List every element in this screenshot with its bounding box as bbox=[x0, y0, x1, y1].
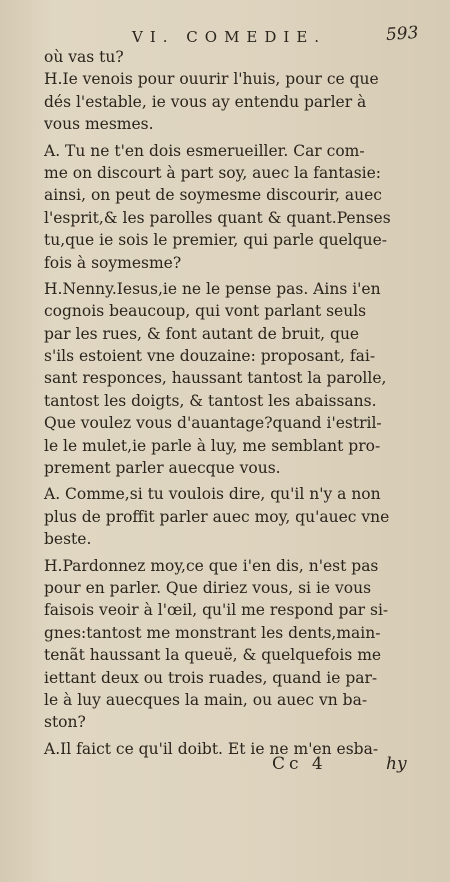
text-line: ston? bbox=[44, 713, 86, 732]
text-line: par les rues, & font autant de bruit, que bbox=[44, 324, 360, 343]
text-line: plus de proffit parler auec moy, qu'auec vne bbox=[44, 507, 390, 526]
running-head: VI. COMEDIE. bbox=[132, 28, 327, 46]
text-line: H.Ie venois pour ouurir l'huis, pour ce que bbox=[44, 70, 379, 89]
text-line: tenãt haussant la queuë, & quelquefois me bbox=[44, 646, 382, 665]
text-line: l'esprit,& les parolles quant & quant.Penses bbox=[44, 208, 391, 227]
dialogue-text bbox=[44, 46, 424, 760]
text-line: où vas tu? bbox=[44, 48, 124, 66]
catchword: hy bbox=[386, 754, 407, 774]
signature-mark: Cc 4 bbox=[272, 754, 327, 774]
page-number: 593 bbox=[385, 22, 420, 46]
text-line: iettant deux ou trois ruades, quand ie par- bbox=[44, 668, 378, 687]
text-line: cognois beaucoup, qui vont parlant seuls bbox=[44, 302, 367, 321]
text-line: A. Comme,si tu voulois dire, qu'il n'y a non bbox=[44, 485, 381, 504]
text-line: H.Pardonnez moy,ce que i'en dis, n'est pas bbox=[44, 556, 379, 575]
text-line: A. Tu ne t'en dois esmerueiller. Car com- bbox=[44, 141, 365, 160]
text-line: dés l'estable, ie vous ay entendu parler à bbox=[44, 92, 367, 111]
text-line: faisois veoir à l'œil, qu'il me respond par si- bbox=[44, 601, 389, 620]
text-line: le à luy auecques la main, ou auec vn ba- bbox=[44, 690, 368, 709]
text-line: A.Il faict ce qu'il doibt. Et ie ne m'en esba- bbox=[44, 739, 379, 758]
text-line: s'ils estoient vne douzaine: proposant, fai- bbox=[44, 347, 376, 366]
text-line: le le mulet,ie parle à luy, me semblant pro- bbox=[44, 436, 381, 455]
text-line: vous mesmes. bbox=[44, 115, 154, 134]
text-line: fois à soymesme? bbox=[44, 253, 182, 272]
text-line: tu,que ie sois le premier, qui parle quelque- bbox=[44, 231, 388, 250]
text-line: beste. bbox=[44, 530, 92, 549]
text-line: ainsi, on peut de soymesme discourir, auec bbox=[44, 186, 382, 205]
text-line: prement parler auecque vous. bbox=[44, 459, 281, 478]
text-line: H.Nenny.Iesus,ie ne le pense pas. Ains i'en bbox=[44, 279, 381, 298]
text-line: pour en parler. Que diriez vous, si ie vous bbox=[44, 578, 372, 597]
text-line: sant responces, haussant tantost la parolle, bbox=[44, 369, 387, 388]
text-line: me on discourt à part soy, auec la fantasie: bbox=[44, 163, 382, 182]
text-line: tantost les doigts, & tantost les abaissans. bbox=[44, 391, 377, 410]
page-footer bbox=[0, 750, 450, 780]
text-line: gnes:tantost me monstrant les dents,main- bbox=[44, 623, 381, 642]
text-line: Que voulez vous d'auantage?quand i'estril- bbox=[44, 414, 382, 433]
